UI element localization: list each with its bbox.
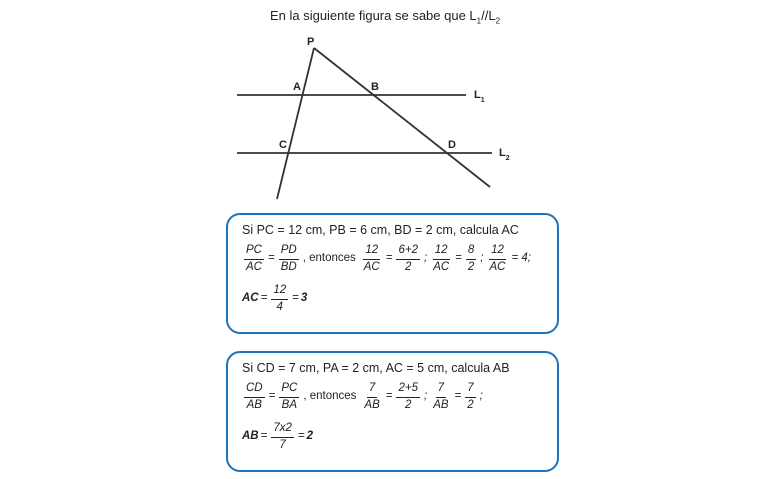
problem-1-equation: $\frac{PC}{AC}$ = $\frac{PD}{BD}$ , entonces $\frac{12}{AC}$ = $\frac{6+2}{2}$ ; $\frac{12}{AC}$ = $\frac{8}{2}$ ; $\frac{12}{AC}$ = 4; — [246, 244, 531, 273]
fraction: $\frac{12}{AC}$ — [363, 244, 380, 273]
fraction: $\frac{8}{2}$ — [467, 244, 475, 273]
fraction: $\frac{12}{AC}$ — [489, 244, 506, 273]
point-c-label: C — [279, 139, 287, 151]
fraction: $\frac{12}{AC}$ — [433, 244, 450, 273]
point-p-label: P — [307, 36, 315, 48]
problem-2-question: Si CD = 7 cm, PA = 2 cm, AC = 5 cm, calcula AB — [242, 361, 510, 375]
problem-2-equation: $\frac{CD}{AB}$ = $\frac{PC}{BA}$ , entonces $\frac{7}{AB}$ = $\frac{2+5}{2}$ ; $\frac{7}{AB}$ = $\frac{7}{2}$ ; — [246, 382, 483, 411]
geometry-figure — [0, 0, 770, 210]
segment-pc — [277, 48, 314, 199]
fraction: $\frac{7}{2}$ — [467, 382, 474, 411]
line-l1-label: $L_1$ — [474, 89, 485, 104]
fraction: $\frac{7x2}{7}$ — [273, 422, 292, 451]
fraction: $\frac{7}{AB}$ — [364, 382, 380, 411]
line-l2-label: $L_2$ — [499, 147, 510, 162]
problem-1-question: Si PC = 12 cm, PB = 6 cm, BD = 2 cm, calcula AC — [242, 223, 519, 237]
fraction: $\frac{PC}{AC}$ — [246, 244, 262, 273]
fraction: $\frac{12}{4}$ — [273, 284, 287, 313]
problem-1-answer: AC = $\frac{12}{4}$ = 3 — [242, 284, 308, 313]
point-b-label: B — [371, 81, 379, 93]
fraction: $\frac{2+5}{2}$ — [398, 382, 418, 411]
fraction: $\frac{6+2}{2}$ — [398, 244, 418, 273]
problem-box-2 — [226, 351, 559, 472]
segment-pd — [314, 48, 490, 187]
figure-title: En la siguiente figura se sabe que $L_1//L_2$ — [269, 8, 501, 26]
point-d-label: D — [448, 139, 456, 151]
problem-2-answer: AB = $\frac{7x2}{7}$ = 2 — [242, 422, 314, 451]
problem-box-1 — [226, 213, 559, 334]
fraction: $\frac{7}{AB}$ — [433, 382, 449, 411]
point-a-label: A — [293, 81, 301, 93]
fraction: $\frac{PC}{BA}$ — [281, 382, 298, 411]
fraction: $\frac{CD}{AB}$ — [246, 382, 263, 411]
fraction: $\frac{PD}{BD}$ — [280, 244, 297, 273]
